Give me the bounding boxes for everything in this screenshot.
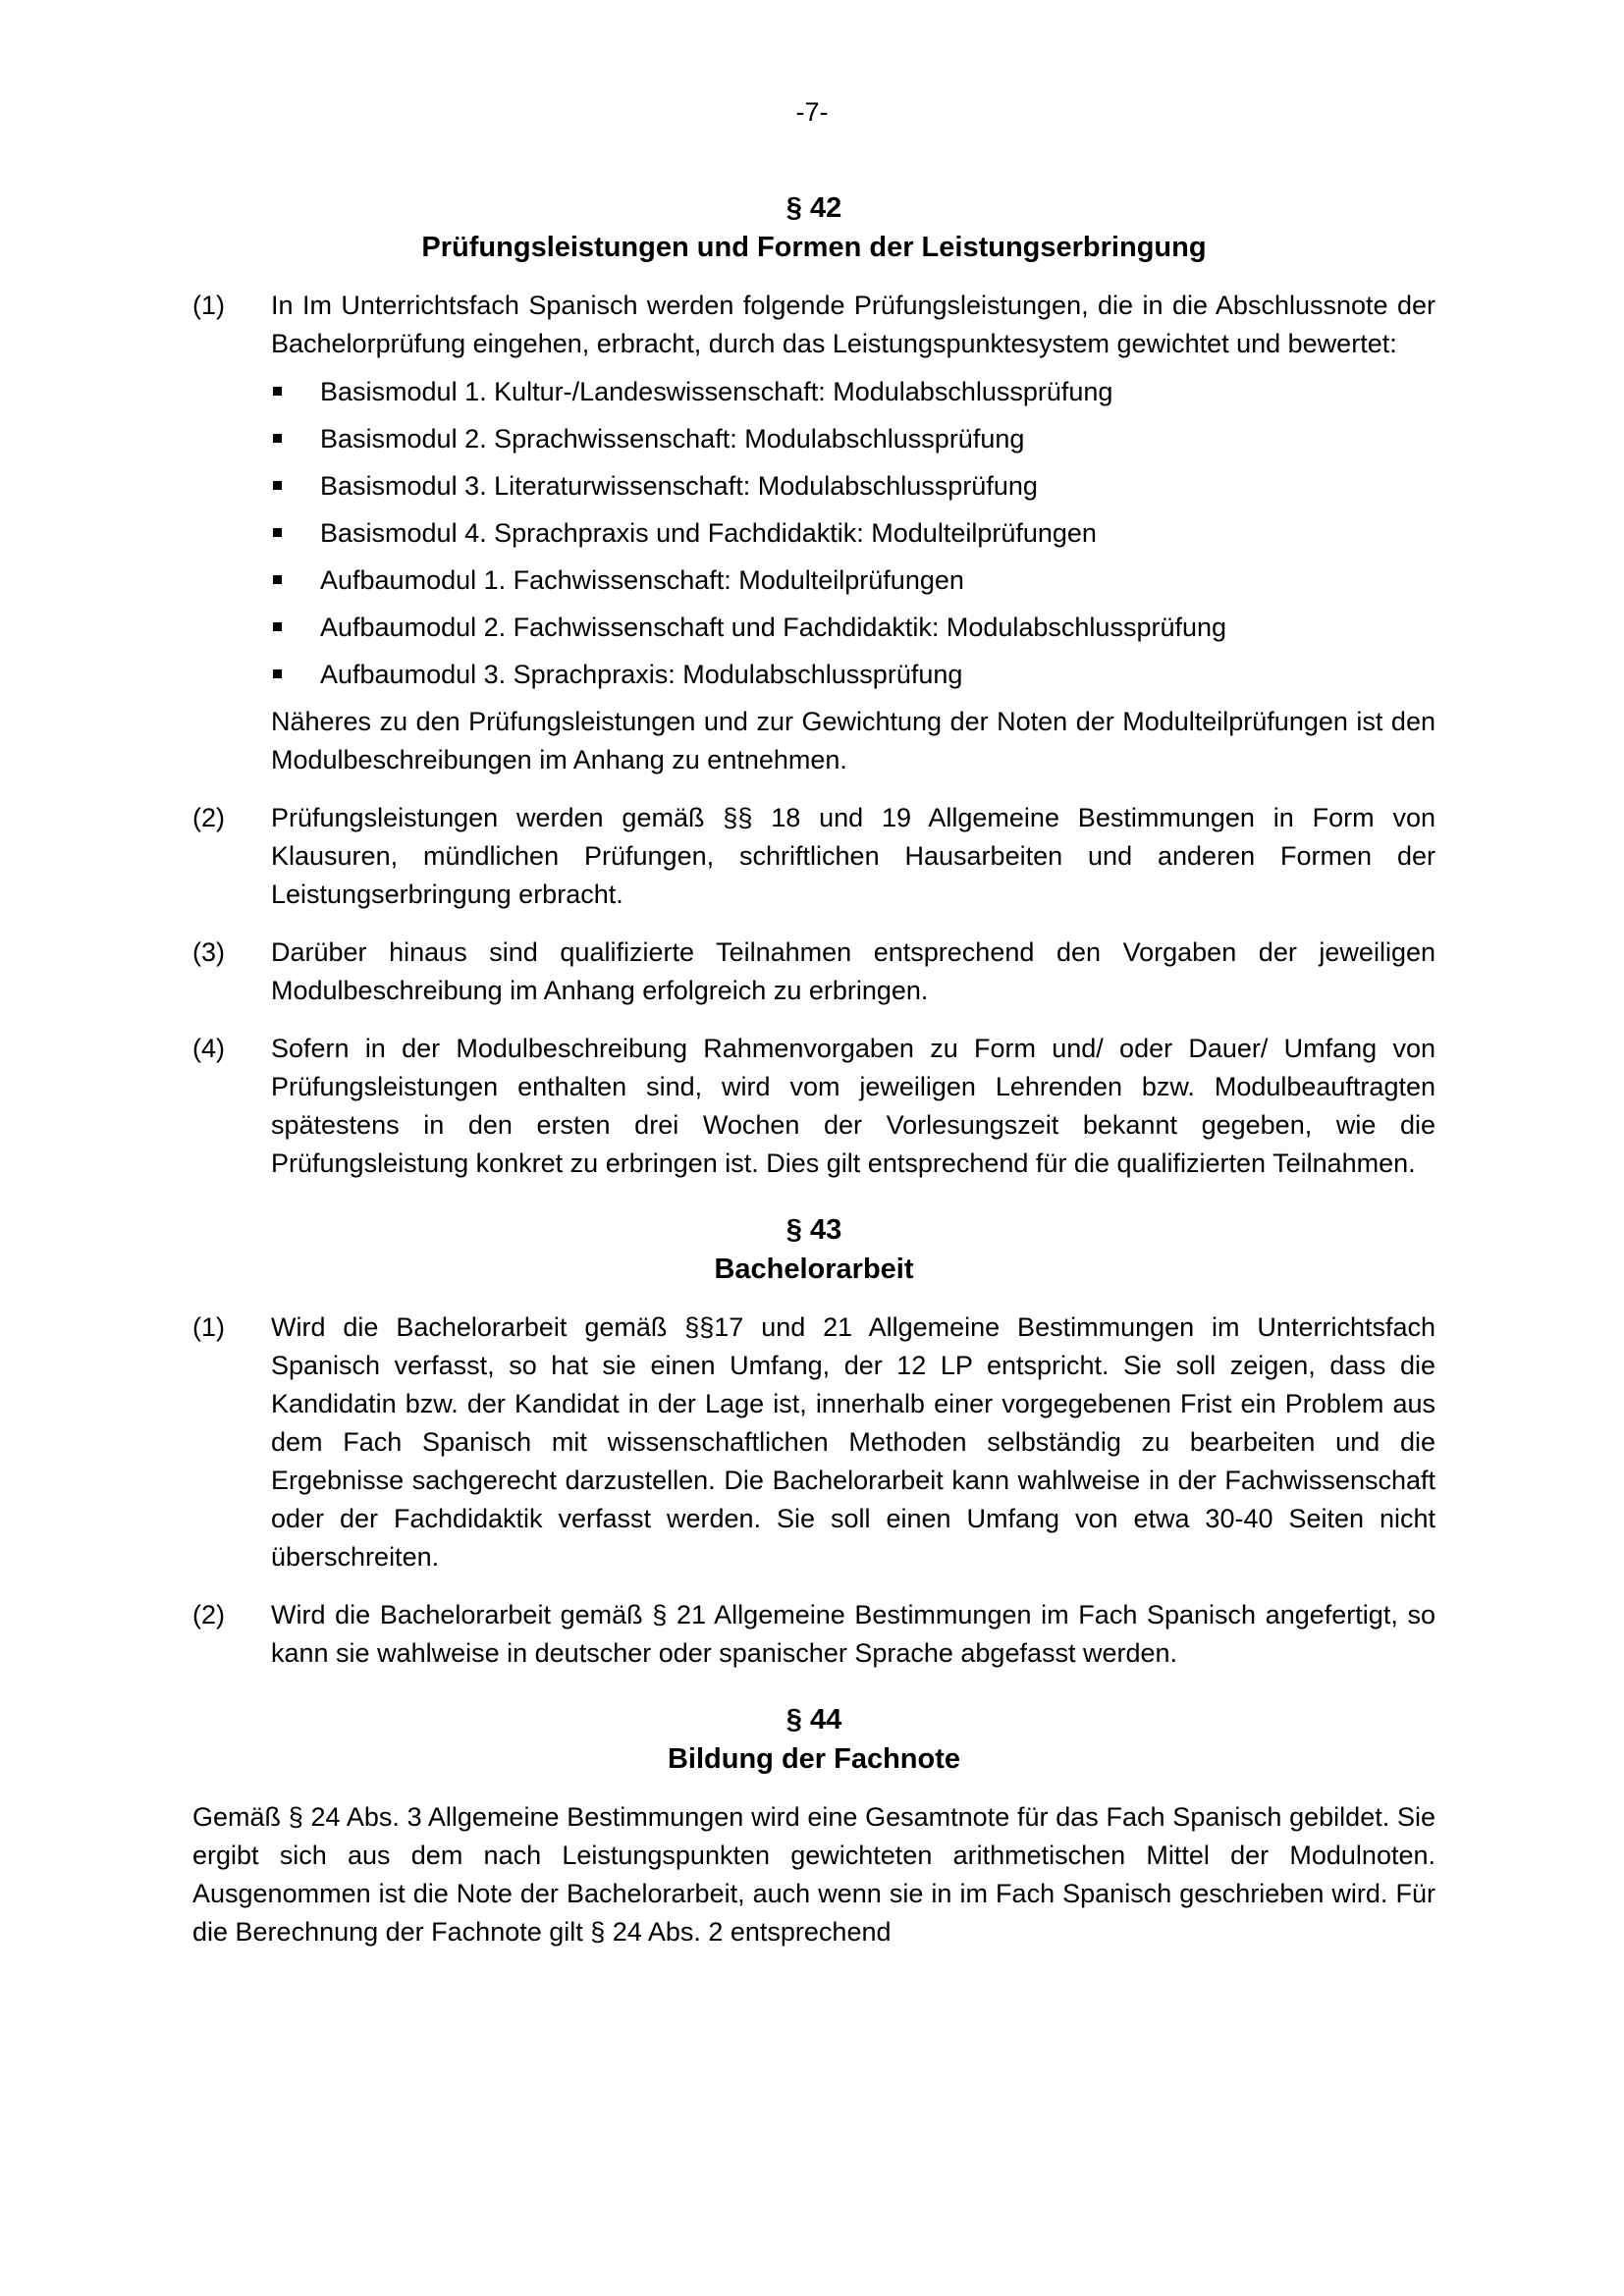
section-42-paragraph-3 (192, 934, 1435, 1010)
paragraph-text: Prüfungsleistungen werden gemäß §§ 18 und 19 Allgemeine Bestimmungen in Form von Klausuren, mündlichen Prüfungen, schriftlichen Hausarbeiten und anderen Formen der Leistungserbringung erbracht. (271, 803, 1435, 909)
list-item: Basismodul 2. Sprachwissenschaft: Modulabschlussprüfung (271, 420, 1435, 458)
paragraph-number: (2) (192, 803, 225, 832)
section-42-title: Prüfungsleistungen und Formen der Leistungserbringung (421, 232, 1207, 263)
paragraph-number: (3) (192, 937, 225, 967)
paragraph-number: (2) (192, 1600, 225, 1629)
section-44-heading (192, 1700, 1435, 1779)
section-43-number: § 43 (785, 1214, 842, 1246)
section-44-text: Gemäß § 24 Abs. 3 Allgemeine Bestimmungen wird eine Gesamtnote für das Fach Spanisch gebildet. Sie ergibt sich aus dem nach Leistungspunkten gewichteten arithmetischen Mittel der Modulnoten. Ausgenommen ist die Note der Bachelorarbeit, auch wenn sie in im Fach Spanisch geschrieben wird. Für die Berechnung der Fachnote gilt § 24 Abs. 2 entsprechend (192, 1802, 1435, 1947)
list-item: Basismodul 3. Literaturwissenschaft: Modulabschlussprüfung (271, 467, 1435, 506)
paragraph-text: Wird die Bachelorarbeit gemäß §§17 und 21 Allgemeine Bestimmungen im Unterrichtsfach Spanisch verfasst, so hat sie einen Umfang, der 12 LP entspricht. Sie soll zeigen, dass die Kandidatin bzw. der Kandidat in der Lage ist, innerhalb einer vorgegebenen Frist ein Problem aus dem Fach Spanisch mit wissenschaftlichen Methoden selbständig zu bearbeiten und die Ergebnisse sachgerecht darzustellen. Die Bachelorarbeit kann wahlweise in der Fachwissenschaft oder der Fachdidaktik verfasst werden. Sie soll einen Umfang von etwa 30-40 Seiten nicht überschreiten. (271, 1312, 1435, 1572)
paragraph-text: Sofern in der Modulbeschreibung Rahmenvorgaben zu Form und/ oder Dauer/ Umfang von Prüfungsleistungen enthalten sind, wird vom jeweiligen Lehrenden bzw. Modulbeauftragten spätestens in den ersten drei Wochen der Vorlesungszeit bekannt gegeben, wie die Prüfungsleistung konkret zu erbringen ist. Dies gilt entsprechend für die qualifizierten Teilnahmen. (271, 1034, 1435, 1178)
square-bullet-icon (273, 575, 282, 584)
paragraph-closing-text: Näheres zu den Prüfungsleistungen und zur Gewichtung der Noten der Modulteilprüfungen ist den Modulbeschreibungen im Anhang zu entnehmen. (271, 707, 1435, 774)
section-42-heading (192, 188, 1435, 267)
list-item: Aufbaumodul 3. Sprachpraxis: Modulabschlussprüfung (271, 656, 1435, 694)
list-item: Basismodul 4. Sprachpraxis und Fachdidaktik: Modulteilprüfungen (271, 514, 1435, 553)
document-body (192, 188, 1435, 1951)
section-42-number: § 42 (785, 192, 842, 224)
section-42-paragraph-1 (192, 287, 1435, 779)
paragraph-text: Darüber hinaus sind qualifizierte Teilnahmen entsprechend den Vorgaben der jeweiligen Modulbeschreibung im Anhang erfolgreich zu erbringen. (271, 937, 1435, 1005)
page-number: -7- (795, 97, 829, 127)
section-43-paragraph-1 (192, 1308, 1435, 1576)
section-42-paragraph-2 (192, 799, 1435, 914)
square-bullet-icon (273, 387, 282, 396)
section-43-heading (192, 1210, 1435, 1289)
list-item: Aufbaumodul 1. Fachwissenschaft: Modulteilprüfungen (271, 561, 1435, 600)
list-item: Basismodul 1. Kultur-/Landeswissenschaft: Modulabschlussprüfung (271, 373, 1435, 411)
section-43-paragraph-2 (192, 1596, 1435, 1673)
section-44-title: Bildung der Fachnote (667, 1743, 961, 1775)
paragraph-number: (1) (192, 291, 225, 320)
section-43-title: Bachelorarbeit (714, 1254, 914, 1285)
square-bullet-icon (273, 434, 282, 443)
paragraph-number: (1) (192, 1312, 225, 1342)
square-bullet-icon (273, 622, 282, 631)
list-item: Aufbaumodul 2. Fachwissenschaft und Fachdidaktik: Modulabschlussprüfung (271, 609, 1435, 647)
square-bullet-icon (273, 528, 282, 537)
square-bullet-icon (273, 481, 282, 490)
module-list (271, 373, 1435, 694)
section-42-paragraph-4 (192, 1030, 1435, 1183)
paragraph-text: In Im Unterrichtsfach Spanisch werden folgende Prüfungsleistungen, die in die Abschlussnote der Bachelorprüfung eingehen, erbracht, durch das Leistungspunktesystem gewichtet und bewertet: (271, 291, 1435, 358)
paragraph-text: Wird die Bachelorarbeit gemäß § 21 Allgemeine Bestimmungen im Fach Spanisch angefertigt, so kann sie wahlweise in deutscher oder spanischer Sprache abgefasst werden. (271, 1600, 1435, 1668)
square-bullet-icon (273, 669, 282, 678)
paragraph-number: (4) (192, 1034, 225, 1063)
section-44-number: § 44 (785, 1704, 842, 1735)
